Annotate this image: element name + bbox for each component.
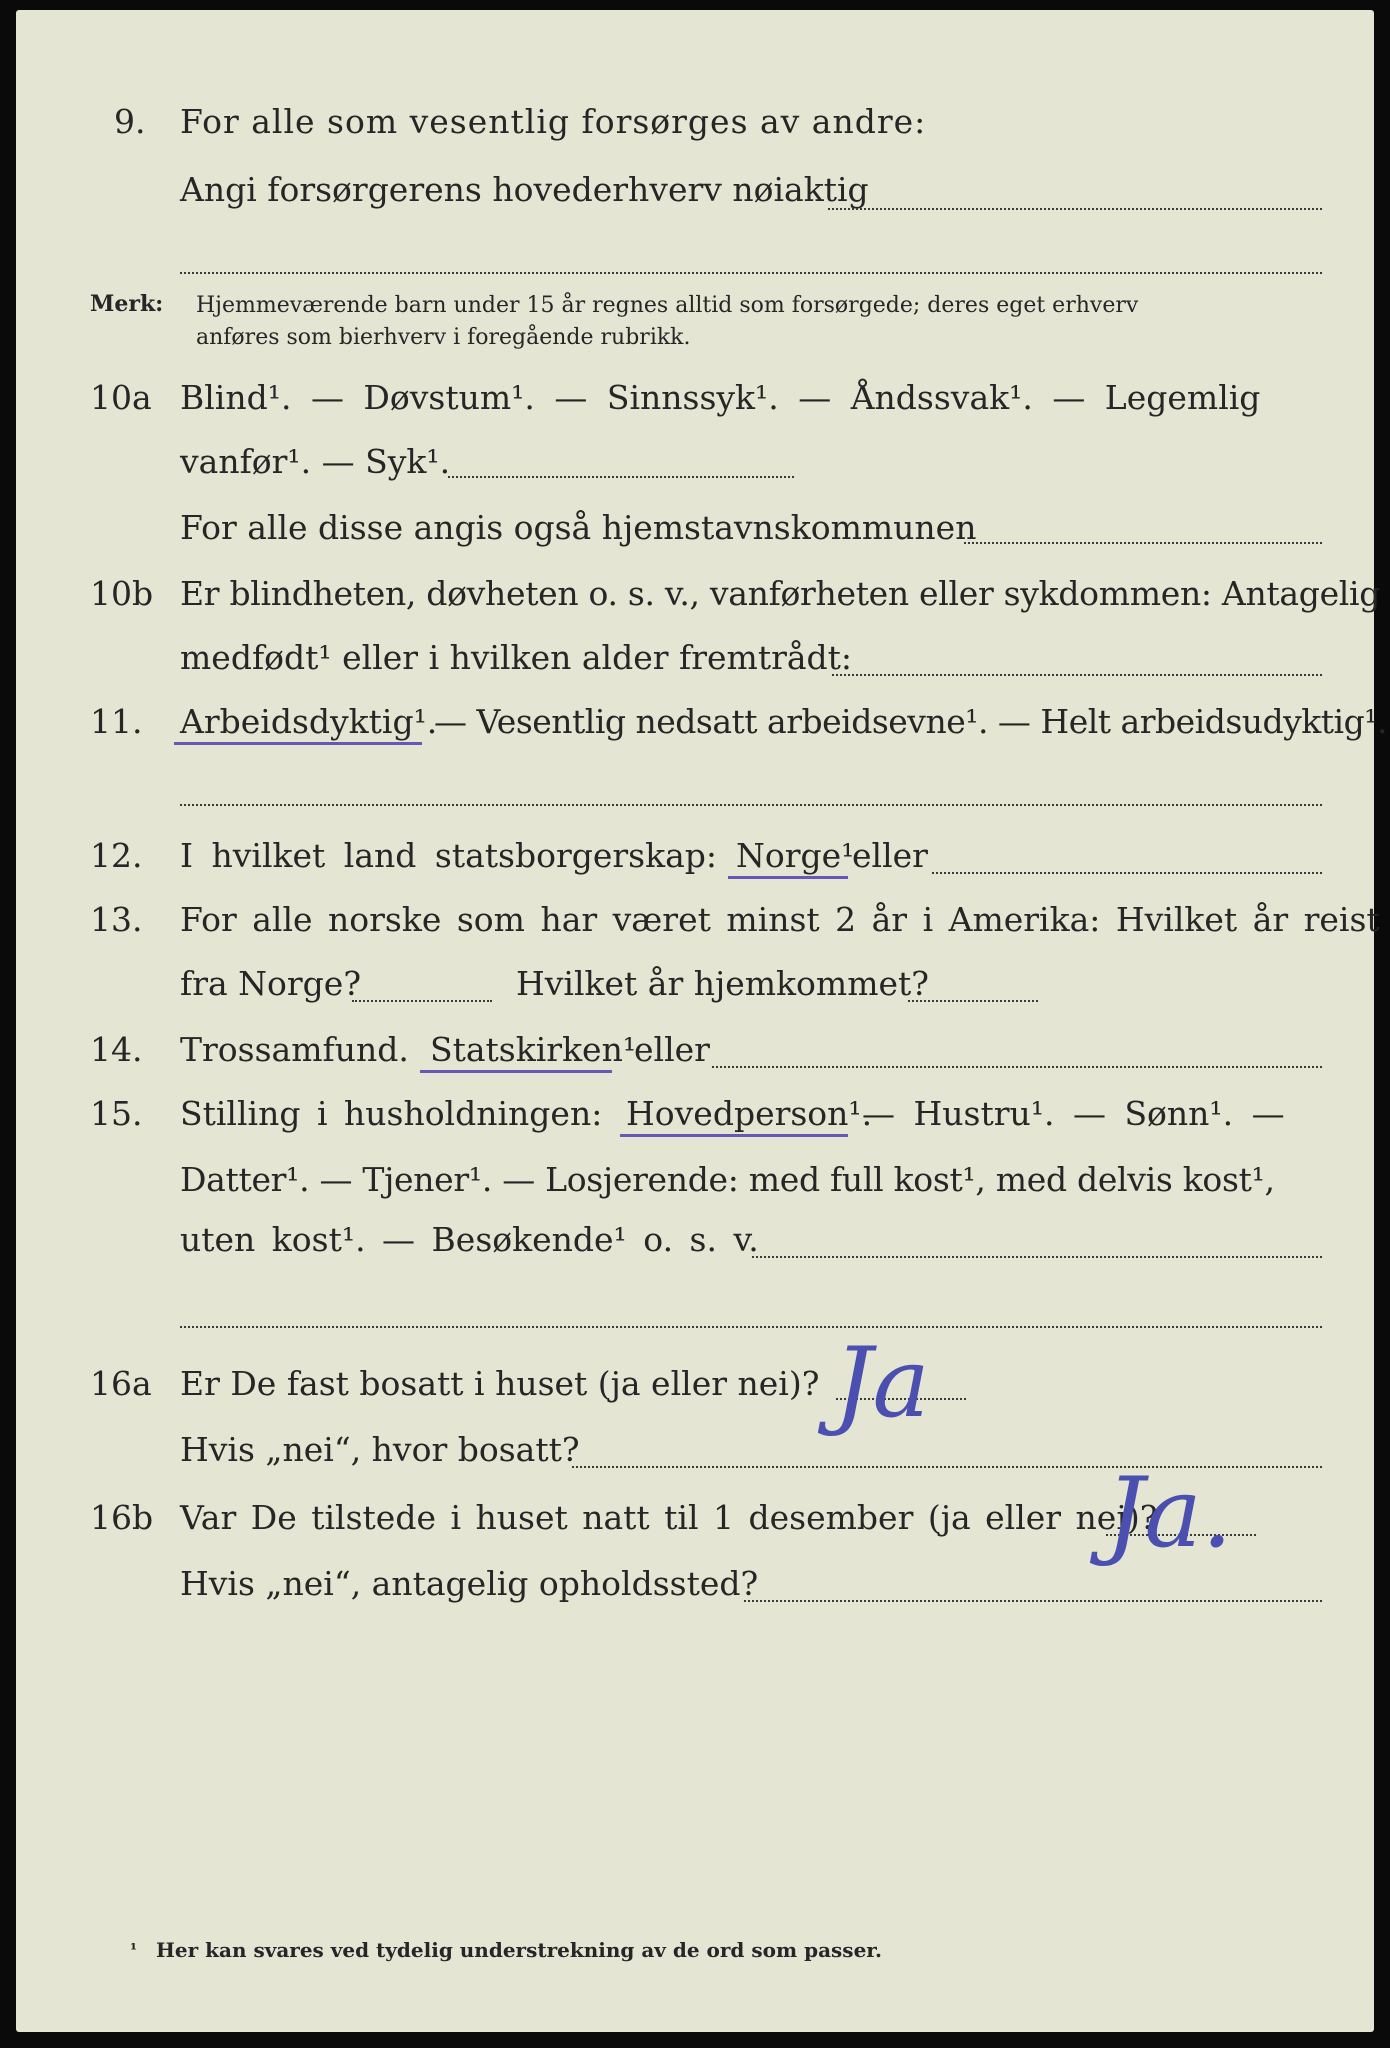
q11-underline-mark <box>174 742 422 745</box>
form-page <box>16 10 1387 2032</box>
q10b-line2: medfødt¹ eller i hvilken alder fremtrådt: <box>180 638 853 677</box>
q10a-home-line[interactable] <box>964 542 1322 544</box>
q15-number: 15. <box>90 1094 143 1133</box>
q13-year-return-line[interactable] <box>908 1000 1038 1002</box>
q13-line1: For alle norske som har været minst 2 år i Amerika: Hvilket år reist <box>180 900 1380 939</box>
q15-line1b: — Hustru¹. — Sønn¹. — <box>862 1094 1285 1133</box>
q10a-line3: For alle disse angis også hjemstavnskommunen <box>180 508 977 547</box>
q15-answer-line[interactable] <box>752 1256 1322 1258</box>
q16b-line1: Var De tilstede i huset natt til 1 desember (ja eller nei)? <box>180 1498 1158 1537</box>
q16b-line2: Hvis „nei“, antagelig opholdssted? <box>180 1564 759 1603</box>
q9-answer-line[interactable] <box>828 208 1322 210</box>
q11-opt-arbeidsdyktig[interactable]: Arbeidsdyktig¹. <box>180 702 438 741</box>
q12-answer-line[interactable] <box>932 872 1322 874</box>
q9-line2: Angi forsørgerens hovederhverv nøiaktig <box>180 170 869 209</box>
q13-line2b: Hvilket år hjemkommet? <box>516 964 929 1003</box>
q10a-line2: vanfør¹. — Syk¹. <box>180 442 451 481</box>
q16a-number: 16a <box>90 1364 152 1403</box>
q15-underline-mark <box>620 1134 848 1137</box>
q10a-number: 10a <box>90 378 152 417</box>
q15-answer-line2[interactable] <box>180 1326 1322 1328</box>
q12-opt-norge[interactable]: Norge¹ <box>736 836 855 875</box>
merk-line1: Hjemmeværende barn under 15 år regnes alltid som forsørgede; deres eget erhverv <box>196 293 1139 318</box>
q15-line2: Datter¹. — Tjener¹. — Losjerende: med full kost¹, med delvis kost¹, <box>180 1160 1275 1199</box>
q9-number: 9. <box>114 102 146 141</box>
q14-answer-line[interactable] <box>712 1066 1322 1068</box>
q16a-line1: Er De fast bosatt i huset (ja eller nei)? <box>180 1364 820 1403</box>
q16b-where-line[interactable] <box>744 1600 1322 1602</box>
q10a-answer-line[interactable] <box>448 476 794 478</box>
q12-tail: eller <box>852 836 928 875</box>
q12-number: 12. <box>90 836 143 875</box>
merk-line2: anføres som bierhverv i foregående rubrikk. <box>196 325 691 350</box>
q12-underline-mark <box>728 876 848 879</box>
q16b-handwritten-answer: Ja. <box>1106 1457 1233 1569</box>
q10a-line1: Blind¹. — Døvstum¹. — Sinnssyk¹. — Åndssvak¹. — Legemlig <box>180 378 1261 417</box>
q14-underline-mark <box>420 1070 612 1073</box>
footnote-mark: ¹ <box>130 1940 138 1959</box>
q14-text: Trossamfund. <box>180 1030 409 1069</box>
q13-year-left-line[interactable] <box>352 1000 492 1002</box>
q16a-handwritten-answer: Ja <box>834 1327 930 1439</box>
q15-line3: uten kost¹. — Besøkende¹ o. s. v. <box>180 1220 759 1259</box>
footnote-text: Her kan svares ved tydelig understrekning av de ord som passer. <box>156 1938 882 1962</box>
q12-text: I hvilket land statsborgerskap: <box>180 836 718 875</box>
q11-answer-line[interactable] <box>180 804 1322 806</box>
q9-line1: For alle som vesentlig forsørges av andre: <box>180 102 927 141</box>
merk-label: Merk: <box>90 291 164 317</box>
q10b-line1: Er blindheten, døvheten o. s. v., vanførheten eller sykdommen: Antagelig <box>180 574 1381 613</box>
q13-line2a: fra Norge? <box>180 964 362 1003</box>
q13-number: 13. <box>90 900 143 939</box>
q16b-number: 16b <box>90 1498 154 1537</box>
q14-number: 14. <box>90 1030 143 1069</box>
q10b-answer-line[interactable] <box>832 674 1322 676</box>
q16a-line2: Hvis „nei“, hvor bosatt? <box>180 1430 580 1469</box>
q14-opt-statskirken[interactable]: Statskirken¹ <box>430 1030 637 1069</box>
q11-rest: — Vesentlig nedsatt arbeidsevne¹. — Helt arbeidsudyktig¹. <box>434 702 1387 741</box>
q15-line1a: Stilling i husholdningen: <box>180 1094 603 1133</box>
q9-answer-line2[interactable] <box>180 272 1322 274</box>
q14-tail: eller <box>634 1030 710 1069</box>
q15-opt-hovedperson[interactable]: Hovedperson¹. <box>626 1094 873 1133</box>
q10b-number: 10b <box>90 574 154 613</box>
q11-number: 11. <box>90 702 143 741</box>
